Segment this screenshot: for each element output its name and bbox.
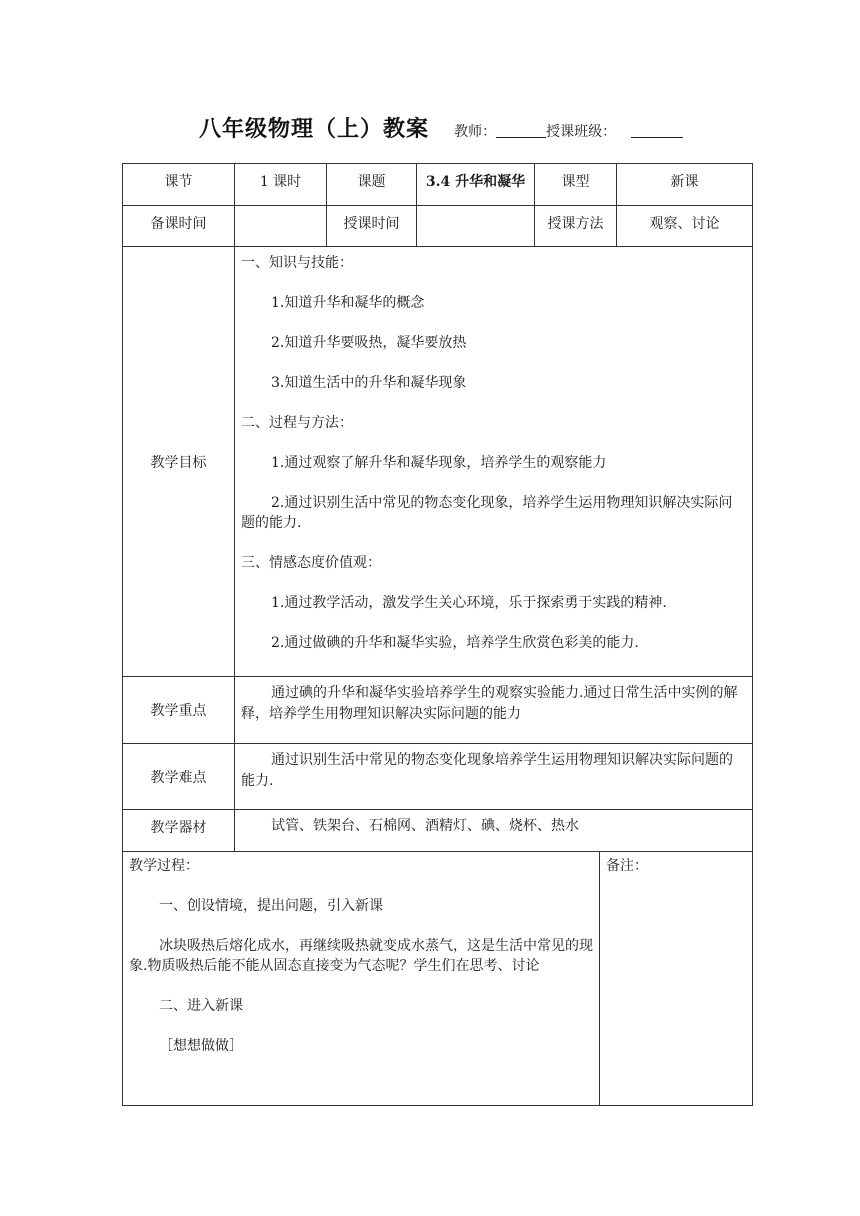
- process-table: [122, 851, 753, 1106]
- objective-line: 3.知道生活中的升华和凝华现象: [271, 375, 467, 391]
- objective-line: 三、情感态度价值观：: [241, 555, 381, 571]
- difficulties-content: [235, 744, 753, 810]
- method-label: 授课方法: [535, 206, 617, 247]
- info-row-2: [123, 206, 753, 247]
- objective-line: 2.通过识别生活中常见的物态变化现象，培养学生运用物理知识解决实际问题的能力.: [241, 495, 733, 531]
- objective-line: 1.通过观察了解升华和凝华现象，培养学生的观察能力: [271, 455, 607, 471]
- info-row-1: [123, 164, 753, 206]
- equipment-row: [123, 810, 753, 852]
- notes-label: 备注：: [606, 858, 648, 874]
- process-line: 一、创设情境，提出问题，引入新课: [159, 898, 383, 914]
- topic-value: 3.4 升华和凝华: [417, 164, 535, 206]
- page-header: [199, 112, 759, 148]
- objective-line: 1.通过教学活动，激发学生关心环境，乐于探索勇于实践的精神.: [271, 595, 667, 611]
- process-row: [123, 852, 753, 1106]
- prep-time-label: 备课时间: [123, 206, 235, 247]
- teacher-blank: [496, 123, 546, 138]
- type-value: 新课: [617, 164, 753, 206]
- objectives-content: [235, 247, 753, 677]
- page-title: 八年级物理（上）教案: [199, 116, 430, 142]
- equipment-text: 试管、铁架台、石棉网、酒精灯、碘、烧杯、热水: [271, 818, 579, 834]
- key-points-row: [123, 677, 753, 744]
- difficulties-label: 教学难点: [123, 744, 235, 810]
- process-line: ［想想做做］: [159, 1038, 243, 1054]
- prep-time-value: [235, 206, 327, 247]
- equipment-content: [235, 810, 753, 852]
- objective-line: 二、过程与方法：: [241, 415, 353, 431]
- lesson-info-table: [122, 163, 753, 852]
- objectives-label: 教学目标: [123, 247, 235, 677]
- key-points-label: 教学重点: [123, 677, 235, 744]
- notes-cell: [600, 852, 753, 1106]
- key-points-content: [235, 677, 753, 744]
- section-label: 课节: [123, 164, 235, 206]
- class-label: 授课班级：: [546, 124, 617, 140]
- method-value: 观察、讨论: [617, 206, 753, 247]
- class-blank: [631, 123, 683, 138]
- process-line: 冰块吸热后熔化成水，再继续吸热就变成水蒸气，这是生活中常见的现象.物质吸热后能不能从固态直接变为气态呢？学生们在思考、讨论: [129, 938, 593, 974]
- process-label: 教学过程：: [129, 858, 199, 874]
- equipment-label: 教学器材: [123, 810, 235, 852]
- topic-label: 课题: [327, 164, 417, 206]
- objective-line: 一、知识与技能：: [241, 255, 353, 271]
- objective-line: 2.通过做碘的升华和凝华实验，培养学生欣赏色彩美的能力.: [271, 635, 639, 651]
- difficulties-row: [123, 744, 753, 810]
- process-line: 二、进入新课: [159, 998, 243, 1014]
- key-points-text: 通过碘的升华和凝华实验培养学生的观察实验能力.通过日常生活中实例的解释，培养学生用物理知识解决实际问题的能力: [241, 685, 738, 722]
- difficulties-text: 通过识别生活中常见的物态变化现象培养学生运用物理知识解决实际问题的能力.: [241, 752, 733, 789]
- objectives-row: [123, 247, 753, 677]
- teacher-label: 教师：: [454, 124, 497, 140]
- objective-line: 2.知道升华要吸热，凝华要放热: [271, 335, 467, 351]
- teach-time-value: [417, 206, 535, 247]
- section-value: 1 课时: [235, 164, 327, 206]
- type-label: 课型: [535, 164, 617, 206]
- objective-line: 1.知道升华和凝华的概念: [271, 295, 425, 311]
- process-content: [123, 852, 600, 1106]
- teach-time-label: 授课时间: [327, 206, 417, 247]
